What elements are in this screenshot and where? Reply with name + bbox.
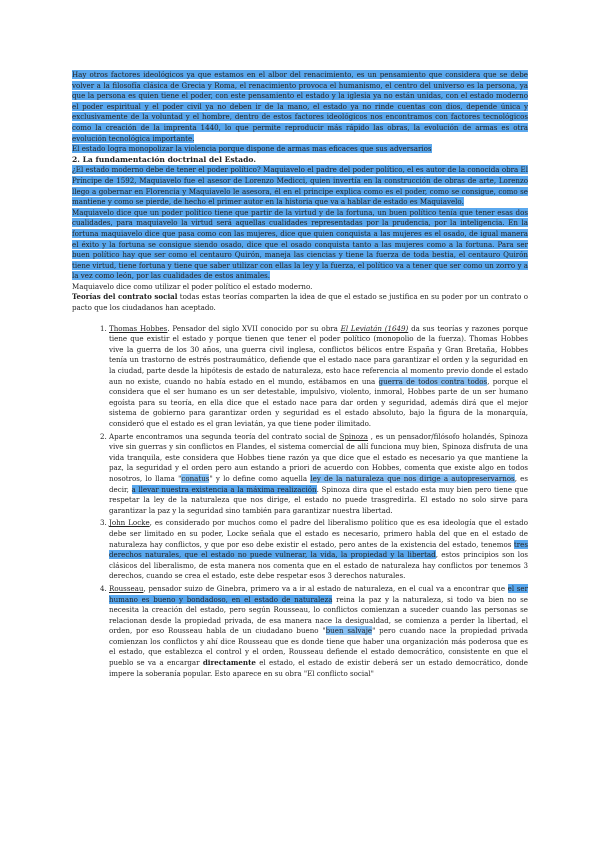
hobbes-name: Thomas Hobbes (109, 323, 168, 333)
virtue-fortune-highlight: Maquiavelo dice que un poder político tiene que partir de la virtud y de la fortuna, un buen político tenía que tener esas dos cualidades, para maquiavelo la virtud será aquellas cualidades representadas por la prudencia, por la inteligencia. En la fortuna maquiavelo dice que pasa como con las mujeres, dice que quien conquista a las mujeres es el osado, de igual manera el éxito y la fortuna se consigue siendo osado, dice que el osado conquista tanto a las mujeres como a la fortuna. Para ser buen político hay que ser como el centauro Quirón, maneja las ciencias y tiene la fuerza de toda bestia, el centauro Quirón tiene virtud, tiene fortuna y tiene que saber utilizar con ellas la ley y la fuerza, el político va a tener que ser como un zorro y a la vez como león, por las cualidades de estos animales. (72, 207, 528, 281)
conatus-highlight: conatus (181, 473, 210, 483)
nature-law-highlight: ley de la naturaleza que nos dirige a autopreservarnos (310, 473, 515, 483)
intro-highlighted-text: Hay otros factores ideológicos ya que estamos en el albor del renacimiento, es un pensamiento que considera que se debe volver a la filosofía clásica de Grecia y Roma, el renacimiento provoca el humanismo, el centro del universo es la persona, ya que la persona es quien tiene el poder, con este pensamiento el estado y la iglesia ya no están unidas, con el estado moderno el poder espiritual y el poder civil ya no deben ir de la mano, el estado ya no rinde cuentas con dios, depende única y exclusivamente de la voluntad y el hombre, dentro de estos factores ideológicos nos encontramos con factores tecnológicos como la creación de la imprenta 1440, lo que permite reproducir más rápido las obras, la evolución de armas es otra evolución tecnológica importante. (72, 70, 528, 143)
hobbes-text-b: da sus teorías y razones porque tiene que existir el estado y porque tienen que tener el poder político (monopolio de la fuerza). Thomas Hobbes vive la guerra de los 30 años, una guerra civil inglesa, conflictos bélicos entre España y Gran Bretaña, Hobbes tenía un trastorno de estrés postraumático, defiende que el estado nace para garantizar el orden y la seguridad en la ciudad, parte desde la hipótesis de estado de naturaleza, esto hace referencia al momento previo donde el estado aun no existe, cuando no había estado en el mundo, estábamos en una (109, 323, 528, 386)
spinoza-text-b: , es un pensador/filósofo holandés, Spinoza vive sin guerras y sin conflictos en Flandes, el sistema comercial de allí funciona muy bien, Spinoza disfruta de una vida tranquila, este considera que Hobbes tiene razón ya que dice que el estado es necesario ya que mantiene la paz, la seguridad y el orden pero aun estando a priori de acuerdo con Hobbes, comenta que existe algo en todos nosotros, lo llama " (109, 431, 529, 483)
natural-rights-highlight: tres derechos naturales, que el estado no puede vulnerar, la vida, la propiedad y la libertad (109, 539, 528, 560)
rousseau-text-d: el estado, el estado de existir deberá ser un estado democrático, donde impere la soberanía popular. Esto aparece en su obra "El conflicto social" (109, 658, 528, 678)
locke-text-b: , estos principios son los clásicos del liberalismo, de esta manera nos comenta que en el estado de naturaleza hay conflictos por tenemos 3 derechos, cuando se crea el estado, este debe respetar esos 3 derechos naturales. (109, 550, 528, 581)
directly-bold: directamente (202, 658, 256, 668)
hobbes-text-a: . Pensador del siglo XVII conocido por su obra (167, 323, 341, 333)
spinoza-text-e: . Spinoza dira que el estado esta muy bien pero tiene que respetar la ley de la naturaleza que nos dirige, el estado no puede trasgredirla. El estado no solo sirve para garantizar la paz y la seguridad sino también para garantizar nuestra libertad. (109, 484, 528, 515)
document-page (72, 70, 528, 681)
locke-name: John Locke (109, 518, 150, 528)
rousseau-text-a: , pensador suizo de Ginebra, primero va a ir al estado de naturaleza, en el cual va a encontrar que (143, 583, 508, 593)
machiavelli-highlight: ¿El estado moderno debe de tener el poder político? Maquiavelo el padre del poder político, el es autor de la conocida obra El Príncipe de 1592, Maquiavelo fue el asesor de Lorenzo Medicci, quien invertía en la construcción de obras de arte, Lorenzo llego a gobernar en Florencia y Maquiavelo le asesora, él en el principe explica como es el poder, como se consigue, como se mantiene y como se pierde, de hecho el primer autor en la historia que va a hablar de estado es Maquiavelo. (72, 165, 528, 207)
section-heading: 2. La fundamentación doctrinal del Estado. (72, 154, 256, 164)
virtue-fortune-paragraph (72, 208, 528, 282)
noble-savage-highlight: buen salvaje (325, 626, 373, 636)
hobbes-work-title: El Leviatán (1649) (340, 323, 409, 333)
machiavelli-paragraph (72, 165, 528, 207)
rousseau-name: Rousseau (109, 583, 144, 593)
locke-text-a: , es considerado por muchos como el padre del liberalismo político que es esa ideología que el estado debe ser limitado en su poder, Locke señala que el estado es necesario, primero habla del que en el estado de naturaleza hay conflictos, y que por eso debe existir el estado, pero antes de la existencia del estado, tenemos (109, 518, 528, 549)
spinoza-name: Spinoza (339, 431, 369, 441)
realization-highlight: a llevar nuestra existencia a la máxima realización (131, 484, 317, 494)
list-item-locke (109, 518, 528, 582)
intro-violence-line (72, 144, 528, 155)
good-human-highlight: el ser humano es bueno y bondadoso, en el estado de naturaleza (109, 583, 528, 604)
spinoza-text-d: , es decir, (109, 473, 528, 494)
hobbes-highlight: guerra de todos contra todos (378, 376, 488, 386)
rousseau-text-b: reina la paz y la naturaleza, si todo va bien no se necesita la creación del estado, pero según Rousseau, lo conflictos comienzan a suceder cuando las personas se relacionan desde la propiedad privada, de esa manera nace la desigualdad, se comienza a perder la libertad, el orden, por eso Rousseau habla de un ciudadano bueno " (109, 594, 528, 636)
spinoza-text-a: Aparte encontramos una segunda teoría del contrato social de (109, 431, 340, 441)
theories-list (72, 324, 528, 680)
social-contract-title: Teorías del contrato social (72, 292, 178, 302)
violence-highlight: El estado logra monopolizar la violencia porque dispone de armas mas eficaces que sus adversarios (72, 144, 432, 154)
hobbes-text-c: , porque el considera que el ser humano es un ser detestable, impulsivo, violento, inmoral, Hobbes parte de un ser humano egoísta para su teoría, en ella dice que el estado nace para dar orden y seguridad, además dirá que el mejor sistema de gobierno para garantizar orden y seguridad es el estado absoluto, bajo la figura de la monarquía, consideró que el estado es el gran leviatán, ya que tiene poder ilimitado. (109, 376, 528, 428)
social-contract-intro (72, 292, 528, 313)
social-contract-text: todas estas teorías comparten la idea de que el estado se justifica en su poder por un contrato o pacto que los ciudadanos han aceptado. (72, 292, 528, 313)
spinoza-text-c: " y lo define como aquella (209, 473, 311, 483)
list-item-hobbes (109, 324, 528, 430)
intro-paragraph (72, 70, 528, 144)
rousseau-text-c: " pero cuando nace la propiedad privada comienzan los conflictos y ahí dice Rousseau que es donde tiene que haber una organización más poderosa que es el estado, que establezca el control y el orden, Rousseau defiende el estado democrático, consistente en que el pueblo se va a encargar (109, 626, 529, 668)
list-item-spinoza (109, 432, 528, 517)
list-item-rousseau (109, 584, 528, 679)
power-usage-line: Maquiavelo dice como utilizar el poder político el estado moderno. (72, 281, 313, 291)
